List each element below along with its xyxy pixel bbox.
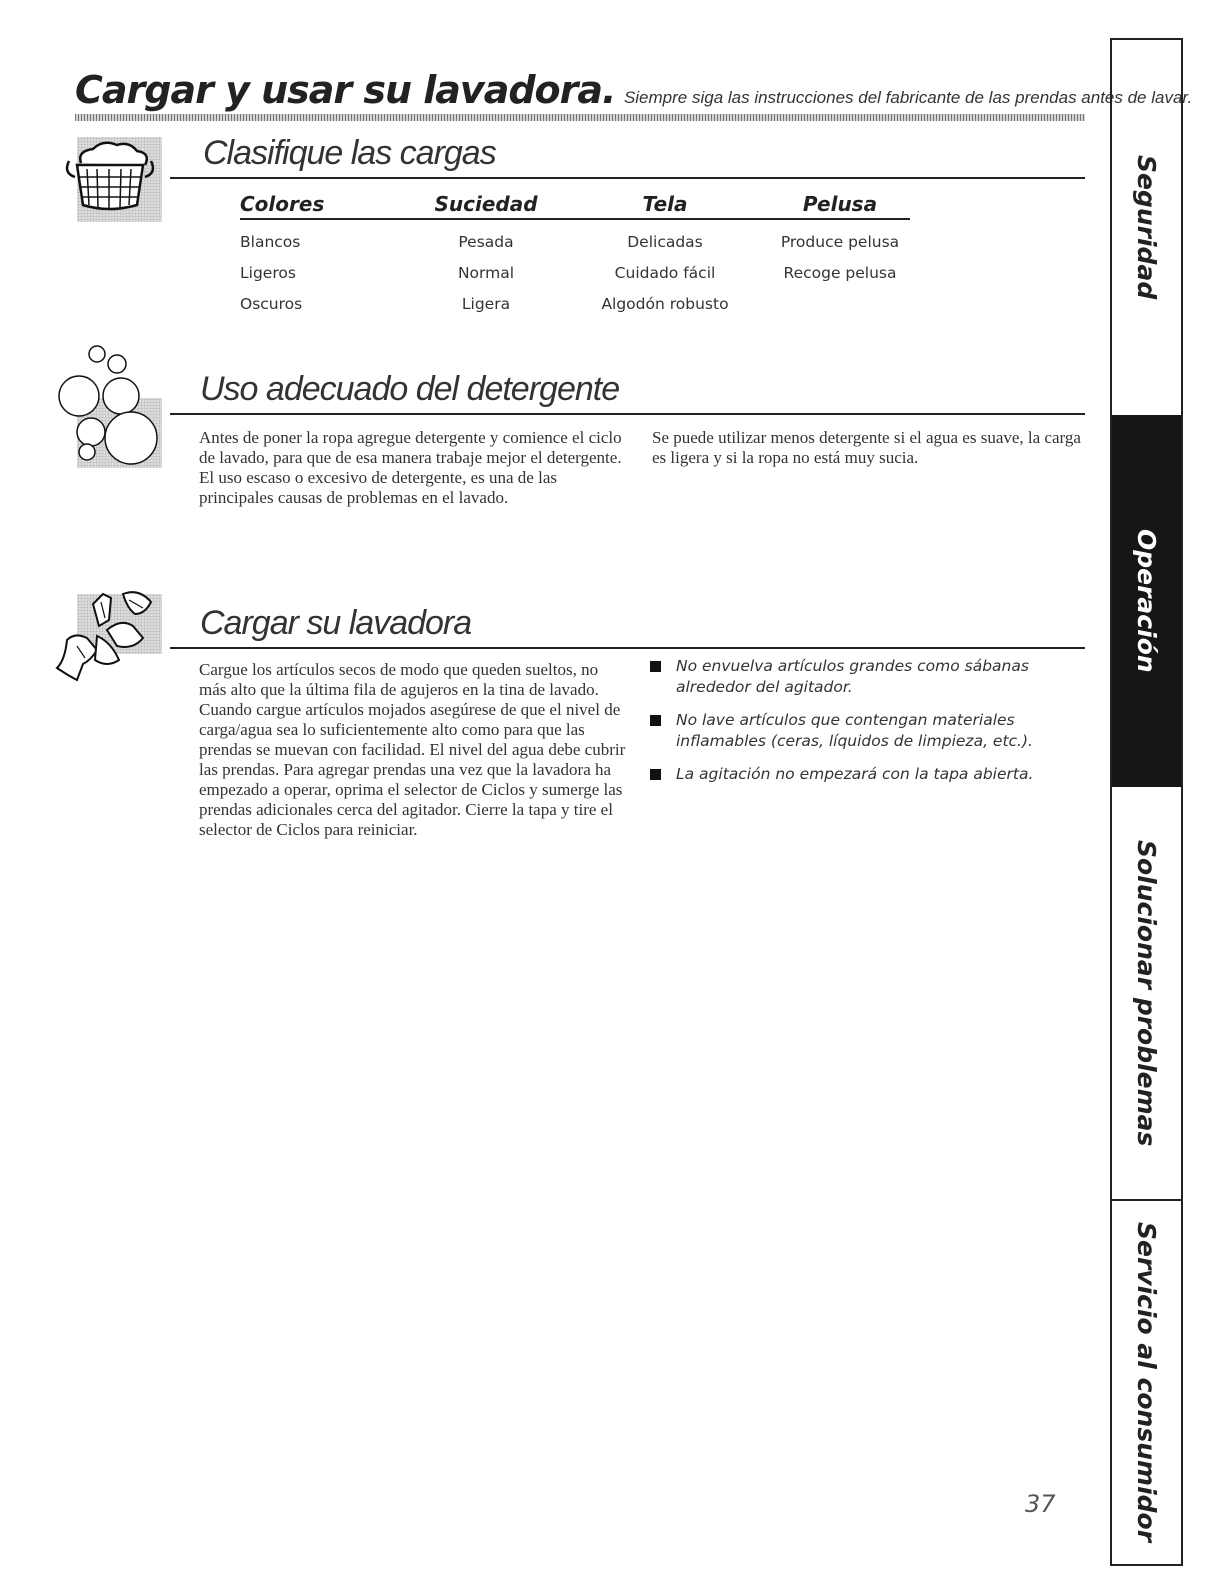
bubbles-icon bbox=[77, 398, 162, 468]
section-title-load: Cargar su lavadora bbox=[200, 604, 472, 642]
table-cell: Ligeros bbox=[240, 263, 296, 282]
table-cell: Normal bbox=[457, 263, 515, 282]
table-cell: Delicadas bbox=[627, 232, 703, 251]
page-title: Cargar y usar su lavadora. bbox=[75, 68, 616, 112]
detergent-text-left: Antes de poner la ropa agregue detergente y comience el ciclo de lavado, para que de esa manera trabaje mejor el detergente. El uso escaso o excesivo de detergente, es una de las principales causas de problemas en el lavado. bbox=[199, 428, 622, 507]
tab-seguridad[interactable] bbox=[1112, 40, 1181, 415]
sort-table bbox=[240, 190, 910, 319]
bullet-square-icon bbox=[650, 715, 661, 726]
table-cell: Oscuros bbox=[240, 294, 303, 313]
tab-servicio-al-consumidor[interactable] bbox=[1112, 1199, 1181, 1564]
clothes-icon bbox=[77, 594, 162, 654]
tab-label: Seguridad bbox=[1132, 155, 1161, 300]
section-rule-sort bbox=[170, 177, 1085, 179]
bullet-text: La agitación no empezará con la tapa abierta. bbox=[676, 765, 1034, 783]
table-cell: Blancos bbox=[240, 232, 301, 251]
tab-label: Servicio al consumidor bbox=[1132, 1222, 1161, 1543]
tab-label: Operación bbox=[1132, 529, 1161, 673]
section-title-detergent: Uso adecuado del detergente bbox=[200, 370, 620, 408]
table-header-row bbox=[240, 190, 910, 219]
bullet-square-icon bbox=[650, 769, 661, 780]
table-cell: Ligera bbox=[461, 294, 511, 313]
table-cell: Produce pelusa bbox=[780, 232, 900, 251]
list-item bbox=[650, 656, 1070, 698]
table-header-tela: Tela bbox=[560, 190, 770, 219]
table-cell: Cuidado fácil bbox=[614, 263, 716, 282]
table-cell: Recoge pelusa bbox=[783, 263, 897, 282]
table-cell: Algodón robusto bbox=[601, 294, 729, 313]
table-header-colores: Colores bbox=[240, 190, 412, 219]
list-item bbox=[650, 764, 1070, 785]
table-cell: Pesada bbox=[458, 232, 514, 251]
list-item bbox=[650, 710, 1070, 752]
header-rule bbox=[75, 114, 1085, 121]
bullet-text: No lave artículos que contengan materiales inflamables (ceras, líquidos de limpieza, etc.). bbox=[676, 711, 1033, 750]
bullet-square-icon bbox=[650, 661, 661, 672]
page-number: 37 bbox=[1025, 1490, 1056, 1518]
detergent-text-right: Se puede utilizar menos detergente si el agua es suave, la carga es ligera y si la ropa no está muy sucia. bbox=[652, 428, 1081, 467]
page-subtitle: Siempre siga las instrucciones del fabricante de las prendas antes de lavar. bbox=[623, 88, 1193, 107]
tab-label: Solucionar problemas bbox=[1132, 839, 1161, 1147]
table-row bbox=[240, 288, 910, 319]
table-header-pelusa: Pelusa bbox=[770, 190, 910, 219]
table-row bbox=[240, 257, 910, 288]
load-bullet-list bbox=[650, 656, 1070, 797]
table-header-suciedad: Suciedad bbox=[412, 190, 560, 219]
table-cell bbox=[770, 288, 910, 319]
table-row bbox=[240, 219, 910, 257]
tab-operacion[interactable] bbox=[1112, 415, 1181, 787]
tab-solucionar-problemas[interactable] bbox=[1112, 787, 1181, 1199]
section-rule-load bbox=[170, 647, 1085, 649]
load-text: Cargue los artículos secos de modo que queden sueltos, no más alto que la última fila de agujeros en la tina de lavado. Cuando cargue artículos mojados asegúrese de que el nivel de carga/agua sea lo suficientemente alto como para que las prendas se muevan con facilidad. El nivel del agua debe cubrir las prendas. Para agregar prendas una vez que la lavadora ha empezado a operar, oprima el selector de Ciclos y sumerge las prendas adicionales cerca del agitador. Cierre la tapa y tire el selector de Ciclos para reiniciar. bbox=[199, 660, 626, 839]
page-header bbox=[75, 68, 1193, 112]
bullet-text: No envuelva artículos grandes como sábanas alrededor del agitador. bbox=[676, 657, 1029, 696]
section-rule-detergent bbox=[170, 413, 1085, 415]
section-title-sort: Clasifique las cargas bbox=[203, 134, 496, 172]
side-tabs bbox=[1110, 38, 1183, 1566]
laundry-basket-icon bbox=[77, 137, 162, 222]
